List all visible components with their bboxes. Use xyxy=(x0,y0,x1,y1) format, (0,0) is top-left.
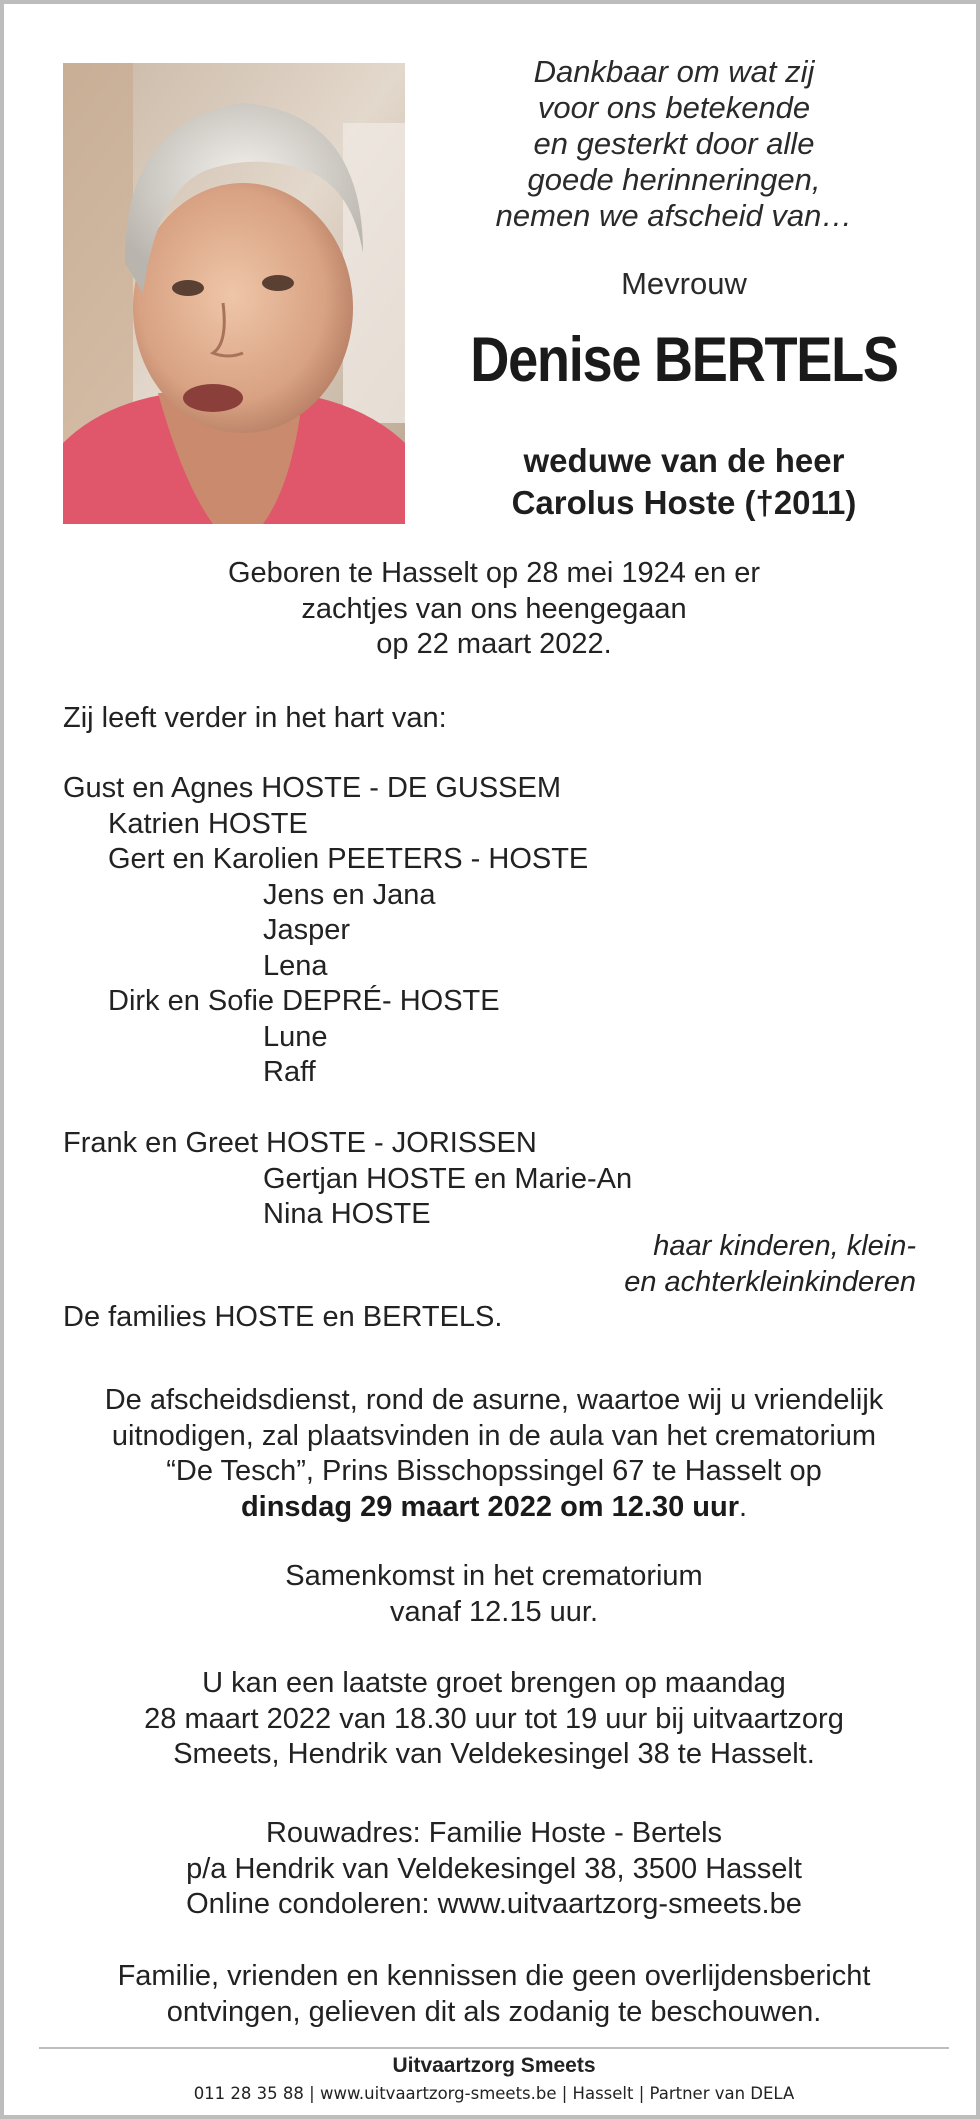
birth-line: op 22 maart 2022. xyxy=(376,628,612,660)
family-member: Gust en Agnes HOSTE - DE GUSSEM xyxy=(63,772,561,804)
service-line: De afscheidsdienst, rond de asurne, waartoe wij u vriendelijk xyxy=(104,1384,884,1416)
intro-line: goede herinneringen, xyxy=(527,162,821,197)
mourning-address xyxy=(44,1816,944,1923)
notice-line: ontvingen, gelieven dit als zodanig te beschouwen. xyxy=(166,1995,822,2028)
address-line: Online condoleren: www.uitvaartzorg-smeets.be xyxy=(186,1888,802,1920)
footer-contact: 011 28 35 88 | www.uitvaartzorg-smeets.be | Hasselt | Partner van DELA xyxy=(193,2084,795,2103)
last-greeting-line: U kan een laatste groet brengen op maandag xyxy=(202,1667,786,1699)
service-line: “De Tesch”, Prins Bisschopssingel 67 te Hasselt op xyxy=(166,1455,822,1487)
intro-text xyxy=(454,54,894,234)
gathering-line: Samenkomst in het crematorium xyxy=(285,1560,703,1592)
birth-text xyxy=(44,556,944,663)
address-line: Rouwadres: Familie Hoste - Bertels xyxy=(265,1817,723,1849)
family-member: Lena xyxy=(263,949,328,982)
intro-line: voor ons betekende xyxy=(537,90,811,125)
last-greeting-text xyxy=(44,1666,944,1773)
family-member: Nina HOSTE xyxy=(263,1198,431,1230)
family-member: Jens en Jana xyxy=(263,878,436,911)
service-date-suffix: . xyxy=(739,1490,748,1523)
service-text xyxy=(44,1383,944,1525)
relation-label xyxy=(624,1229,916,1300)
family-member: Gertjan HOSTE en Marie-An xyxy=(263,1162,633,1195)
families-line: De families HOSTE en BERTELS. xyxy=(63,1301,503,1333)
last-greeting-line: 28 maart 2022 van 18.30 uur tot 19 uur bij uitvaartzorg xyxy=(144,1702,844,1735)
address-line: p/a Hendrik van Veldekesingel 38, 3500 Hasselt xyxy=(186,1852,802,1885)
relation-line: haar kinderen, klein- xyxy=(653,1230,916,1262)
deceased-name: Denise BERTELS xyxy=(470,325,898,395)
family-member: Frank en Greet HOSTE - JORISSEN xyxy=(63,1127,537,1159)
family-member: Raff xyxy=(263,1056,316,1088)
gathering-line: vanaf 12.15 uur. xyxy=(390,1595,598,1628)
intro-line: Dankbaar om wat zij xyxy=(533,54,815,89)
service-date-line xyxy=(44,1490,944,1526)
family-gap xyxy=(63,1091,943,1127)
gathering-text xyxy=(44,1559,944,1630)
spouse-text xyxy=(424,440,944,524)
notice-text xyxy=(44,1959,944,2030)
birth-line: Geboren te Hasselt op 28 mei 1924 en er xyxy=(228,557,760,589)
family-member: Dirk en Sofie DEPRÉ- HOSTE xyxy=(108,985,500,1017)
relation-line: en achterkleinkinderen xyxy=(624,1265,916,1298)
notice-line: Familie, vrienden en kennissen die geen overlijdensbericht xyxy=(117,1960,871,1992)
lives-on-heading: Zij leeft verder in het hart van: xyxy=(63,702,447,734)
family-member: Lune xyxy=(263,1020,328,1053)
intro-line: en gesterkt door alle xyxy=(533,126,815,161)
spouse-line: Carolus Hoste (†2011) xyxy=(511,484,857,521)
intro-line: nemen we afscheid van… xyxy=(495,198,853,233)
footer-divider xyxy=(39,2047,949,2049)
honorific: Mevrouw xyxy=(621,266,747,301)
portrait-photo xyxy=(63,63,405,524)
spouse-line: weduwe van de heer xyxy=(523,442,845,479)
service-date: dinsdag 29 maart 2022 om 12.30 uur xyxy=(240,1490,739,1523)
birth-line: zachtjes van ons heengegaan xyxy=(301,592,687,625)
family-member: Katrien HOSTE xyxy=(108,807,308,840)
family-member: Gert en Karolien PEETERS - HOSTE xyxy=(108,843,589,875)
family-member: Jasper xyxy=(263,914,351,946)
undertaker-name: Uitvaartzorg Smeets xyxy=(392,2054,596,2077)
service-line: uitnodigen, zal plaatsvinden in de aula van het crematorium xyxy=(111,1419,877,1452)
family-list xyxy=(63,771,943,1233)
last-greeting-line: Smeets, Hendrik van Veldekesingel 38 te Hasselt. xyxy=(173,1738,815,1770)
